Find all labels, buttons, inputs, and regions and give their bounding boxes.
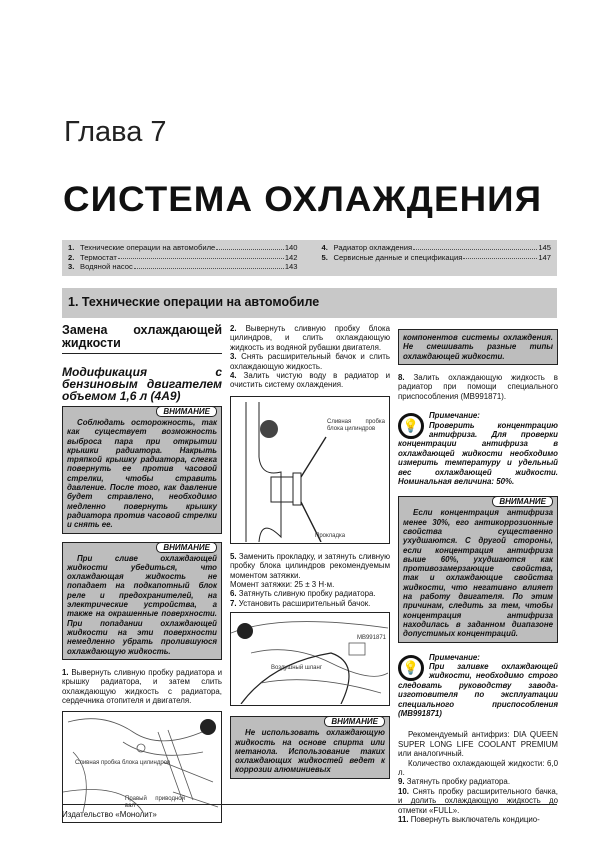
warning-tag: ВНИМАНИЕ bbox=[324, 716, 385, 727]
warning-tag: ВНИМАНИЕ bbox=[156, 542, 217, 553]
modification-heading: Модификация с бензиновым двигателем объемом 1,6 л (4А9) bbox=[62, 365, 222, 403]
toc-item[interactable]: 2. Термостат 142 bbox=[68, 252, 298, 262]
figure-label: Прокладка bbox=[315, 532, 346, 539]
toc-item[interactable]: 1. Технические операции на автомобиле 140 bbox=[68, 243, 298, 252]
figure-label: Воздушный шланг bbox=[271, 665, 323, 672]
column-2 bbox=[230, 324, 390, 787]
table-of-contents bbox=[62, 240, 557, 276]
warning-box: ВНИМАНИЕ Если концентрация антифриза менее 30%, его антикоррозионные свойства существенно ухудшаются. С другой стороны, если концентрация антифриза выше 60%, ухудшаются как противозамерзающие свойства, так и охлаждающие свойства жидкости, что негативно влияет на работу двигателя. По этим причинам, следить за тем, чтобы концентрация антифриза находилась в заданном диапазоне допустимых концентраций. bbox=[398, 496, 558, 642]
figure-label: MB991871 bbox=[356, 635, 386, 642]
filling-tool-drawing bbox=[231, 613, 388, 704]
figure-filling-tool bbox=[230, 612, 390, 706]
toc-item[interactable]: 3. Водяной насос 143 bbox=[68, 262, 298, 271]
step: 3. Снять расширительный бачок и слить охлаждающую жидкость. bbox=[230, 352, 390, 371]
section-heading: 1. Технические операции на автомобиле bbox=[62, 288, 557, 318]
chapter-label: Глава 7 bbox=[64, 116, 167, 148]
paragraph: Рекомендуемый антифриз: DIA QUEEN SUPER LONG LIFE COOLANT PREMIUM или аналогичный. bbox=[398, 730, 558, 759]
step: 4. Залить чистую воду в радиатор и очистить систему охлаждения. bbox=[230, 371, 390, 390]
warning-box-continued: компонентов системы охлаждения. Не смешивать разные типы охлаждающей жидкости. bbox=[398, 329, 558, 365]
step: 1. Вывернуть сливную пробку радиатора и крышку радиатора, и затем слить охлаждающую жидкость с радиатора, сердечника отопителя и двигателя. bbox=[62, 667, 222, 706]
note: 💡 Примечание: Проверить концентрацию антифриза. Для проверки концентрации антифриза в охлаждающей жидкости необходимо измерить температуру и удельный вес охлаждающей жидкости. Номинальная величина: 50%. bbox=[398, 411, 558, 486]
warning-tag: ВНИМАНИЕ bbox=[492, 496, 553, 507]
footer-divider bbox=[62, 804, 557, 805]
figure-label: Сливная пробка блока цилиндров bbox=[75, 760, 171, 767]
step: 11. Повернуть выключатель кондицио- bbox=[398, 815, 540, 825]
toc-item[interactable]: 5. Сервисные данные и спецификация 147 bbox=[321, 252, 551, 262]
column-1 bbox=[62, 324, 222, 831]
lightbulb-icon: 💡 bbox=[398, 655, 424, 681]
subsection-heading: Замена охлаждающей жидкости bbox=[62, 324, 222, 354]
figure-label: Сливная пробка блока цилиндров bbox=[327, 418, 385, 432]
step: 10. Снять пробку расширительного бачка, и долить охлаждающую жидкость до отметки «FULL». bbox=[398, 786, 558, 815]
step: 6. Затянуть сливную пробку радиатора. bbox=[230, 589, 376, 599]
step: 8. Залить охлаждающую жидкость в радиатор при помощи специального приспособления (MB991871). bbox=[398, 372, 558, 401]
column-3 bbox=[398, 324, 558, 824]
step: 2. Вывернуть сливную пробку блока цилиндров, и слить охлаждающую жидкость из водяной рубашки двигателя. bbox=[230, 324, 390, 352]
note: 💡 Примечание: При заливке охлаждающей жидкости, необходимо строго следовать руководству завода-изготовителя по эксплуатации специального приспособления (MB991871) bbox=[398, 652, 558, 718]
warning-box: ВНИМАНИЕ При сливе охлаждающей жидкости убедиться, что охлаждающая жидкость не попадает на подкапотный блок реле и предохранителей, на электрические устройства, а также на окрашенные поверхности. При попадании охлаждающей жидкости на эти поверхности немедленно убрать пролившуюся охлаждающую жидкость. bbox=[62, 542, 222, 660]
lightbulb-icon: 💡 bbox=[398, 413, 424, 439]
step: 7. Установить расширительный бачок. bbox=[230, 598, 371, 608]
torque-value: Момент затяжки: 25 ± 3 Н·м. bbox=[230, 580, 335, 590]
warning-box: ВНИМАНИЕ Не использовать охлаждающую жидкость на основе спирта или метанола. Использование таких охлаждающих жидкостей ведет к коррозии алюминиевых bbox=[230, 716, 390, 778]
toc-item[interactable]: 4. Радиатор охлаждения 145 bbox=[321, 243, 551, 252]
publisher-footer: Издательство «Монолит» bbox=[62, 810, 157, 819]
figure-label: Правый приводной вал bbox=[125, 796, 185, 810]
chapter-title: СИСТЕМА ОХЛАЖДЕНИЯ bbox=[63, 180, 543, 219]
paragraph: Количество охлаждающей жидкости: 6,0 л. bbox=[398, 758, 558, 777]
figure-drain-plug bbox=[230, 396, 390, 544]
figure-engine-drain bbox=[62, 711, 222, 823]
warning-tag: ВНИМАНИЕ bbox=[156, 406, 217, 417]
step: 5. Заменить прокладку, и затянуть сливную пробку блока цилиндров рекомендуемым моментом затяжки. bbox=[230, 551, 391, 580]
step: 9. Затянуть пробку радиатора. bbox=[398, 777, 511, 787]
warning-box: ВНИМАНИЕ Соблюдать осторожность, так как существует возможность выброса пара при открытии крышки радиатора. Накрыть тряпкой крышку радиатора, слегка повернуть ее против часовой стрелки, чтобы стравить давление. После того, как давление будет стравлено, необходимо медленно повернуть крышку радиатора против часовой стрелки и снять ее. bbox=[62, 406, 222, 534]
